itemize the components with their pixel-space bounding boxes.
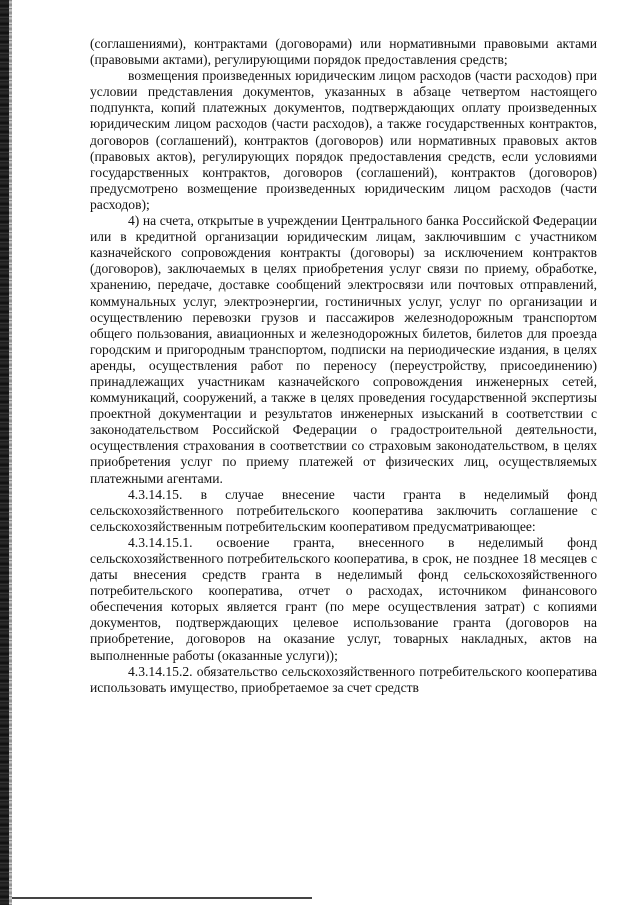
paragraph-6: 4.3.14.15.2. обязательство сельскохозяйственного потребительского кооператива использовать имущество, приобретаемое за счет средств	[90, 663, 597, 695]
paragraph-2: возмещения произведенных юридическим лицом расходов (части расходов) при условии представления документов, указанных в абзаце четвертом настоящего подпункта, копий платежных документов, подтверждающих оплату произведенных юридическим лицом расходов (части расходов), а также государственных контрактов, договоров (соглашений), контрактов (договоров) или нормативных правовых актов (правовых актов), регулирующих порядок предоставления средств, если условиями государственных контрактов, договоров (соглашений), контрактов (договоров) предусмотрено возмещение произведенных юридическим лицом расходов (части расходов);	[90, 68, 597, 212]
paragraph-3: 4) на счета, открытые в учреждении Центрального банка Российской Федерации или в кредитной организации юридическим лицам, заключившим с участником казначейского сопровождения контракты (договоры) за исключением контрактов (договоров), заключаемых в целях приобретения услуг связи по приему, обработке, хранению, передаче, доставке сообщений электросвязи или почтовых отправлений, коммунальных услуг, электроэнергии, гостиничных услуг, услуг по организации и осуществлению перевозки грузов и пассажиров железнодорожным транспортом общего пользования, авиационных и железнодорожных билетов, билетов для проезда городским и пригородным транспортом, подписки на периодические издания, в целях аренды, осуществления работ по переносу (переустройству, присоединению) принадлежащих участникам казначейского сопровождения инженерных сетей, коммуникаций, сооружений, а также в целях проведения государственной экспертизы проектной документации и результатов инженерных изысканий в соответствии с законодательством Российской Федерации о градостроительной деятельности, осуществления страхования в соответствии со страховым законодательством, в целях приобретения услуг по приему платежей от физических лиц, осуществляемых платежными агентами.	[90, 213, 597, 486]
document-page	[90, 36, 597, 696]
paragraph-1: (соглашениями), контрактами (договорами) или нормативными правовыми актами (правовыми актами), регулирующими порядок предоставления средств;	[90, 36, 597, 68]
scan-binding-edge	[0, 0, 9, 905]
scan-bottom-edge	[12, 897, 312, 899]
paragraph-4: 4.3.14.15. в случае внесение части гранта в неделимый фонд сельскохозяйственного потребительского кооператива заключить соглашение с сельскохозяйственным потребительским кооперативом предусматривающее:	[90, 486, 597, 534]
paragraph-5: 4.3.14.15.1. освоение гранта, внесенного в неделимый фонд сельскохозяйственного потребительского кооператива, в срок, не позднее 18 месяцев с даты внесения средств гранта в неделимый фонд сельскохозяйственного потребительского кооператива, отчет о расходах, источником финансового обеспечения которых является грант (по мере осуществления затрат) с копиями документов, подтверждающих целевое использование гранта (договоров на приобретение, договоров на оказание услуг, товарных накладных, актов на выполненные работы (оказанные услуги));	[90, 534, 597, 663]
scan-edge-shadow	[9, 0, 12, 905]
